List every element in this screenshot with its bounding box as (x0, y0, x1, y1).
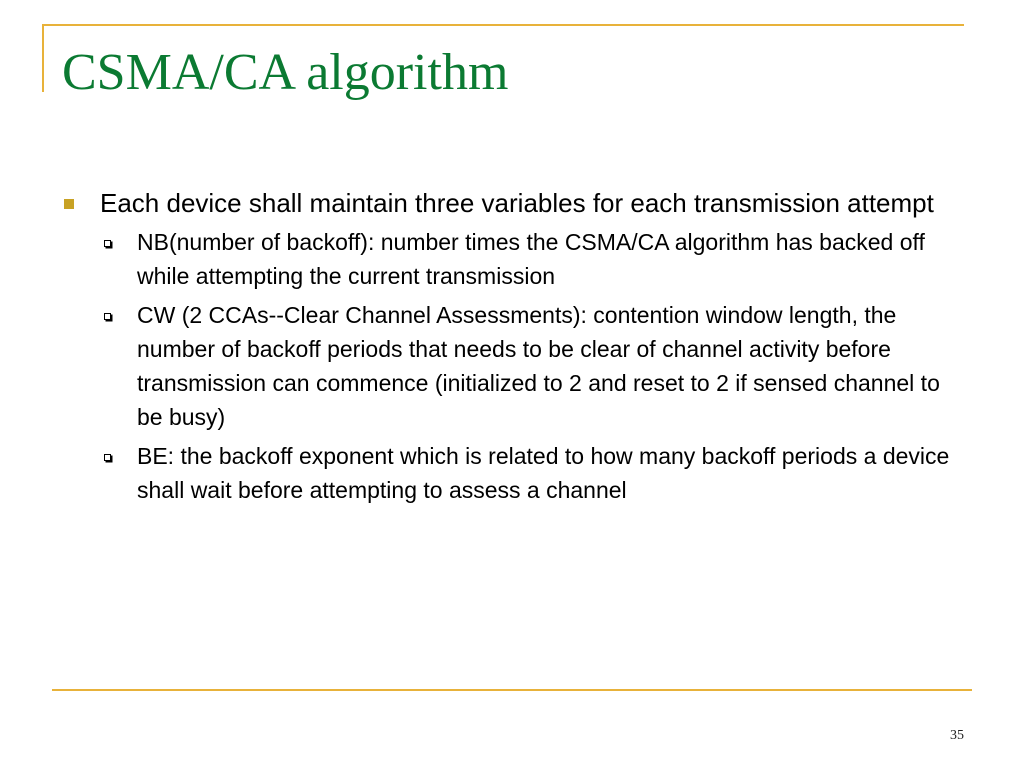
sub-bullet-text: BE: the backoff exponent which is related to how many backoff periods a device shall wait before attempting to assess a channel (137, 443, 950, 503)
sub-bullet-item-be (62, 439, 962, 507)
hollow-square-bullet-icon (104, 313, 111, 320)
bullet-text: Each device shall maintain three variables for each transmission attempt (100, 188, 934, 218)
sub-bullet-list (62, 225, 962, 507)
top-accent-line (42, 24, 964, 26)
footer-accent-line (52, 689, 972, 691)
left-accent-line (42, 24, 44, 92)
sub-bullet-text: NB(number of backoff): number times the CSMA/CA algorithm has backed off while attempting the current transmission (137, 229, 925, 289)
hollow-square-bullet-icon (104, 240, 111, 247)
sub-bullet-item-cw (62, 298, 962, 434)
page-number: 35 (950, 728, 964, 743)
slide-title: CSMA/CA algorithm (62, 44, 509, 101)
sub-bullet-text: CW (2 CCAs--Clear Channel Assessments): contention window length, the number of backoff periods that needs to be clear of channel activity before transmission can commence (initialized to 2 and reset to 2 if sensed channel to be busy) (137, 302, 940, 430)
bullet-item (62, 186, 962, 221)
sub-bullet-item-nb (62, 225, 962, 293)
hollow-square-bullet-icon (104, 454, 111, 461)
slide-content (62, 186, 962, 512)
filled-square-bullet-icon (64, 199, 74, 209)
